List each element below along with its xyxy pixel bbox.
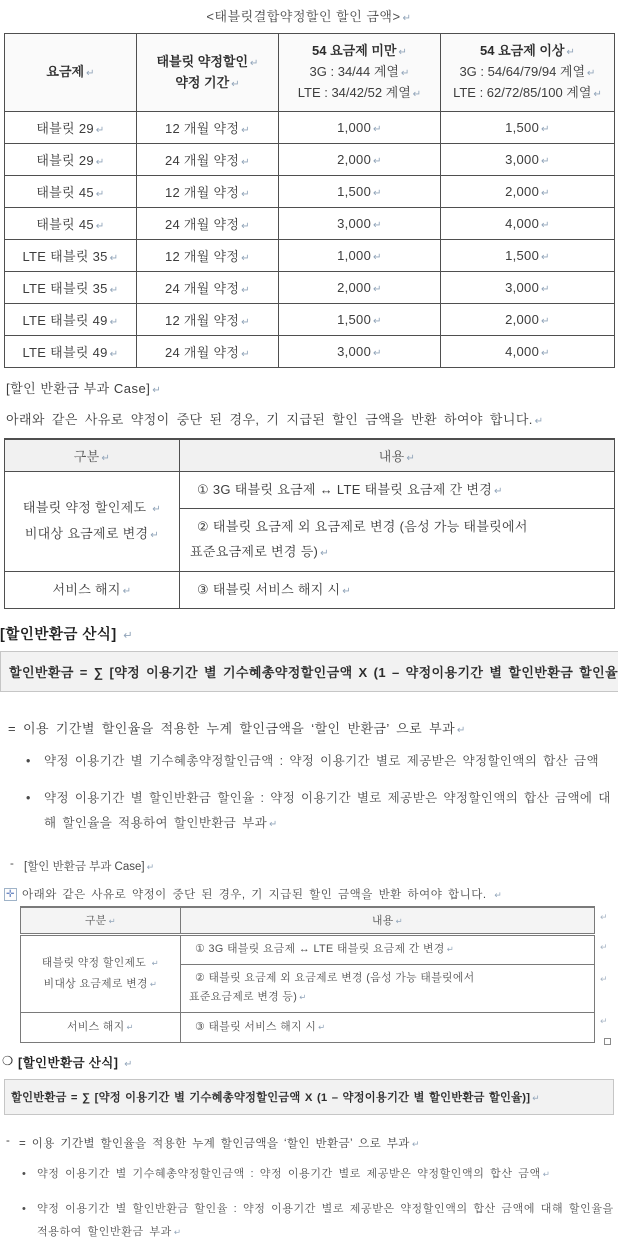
period-cell: 24 개월 약정 ↵ xyxy=(137,144,279,176)
formula-explanation: = 이용 기간별 할인율을 적용한 누계 할인금액을 ‘할인 반환금’ 으로 부과 ↵ xyxy=(8,721,466,737)
paragraph-mark-icon: ↵ xyxy=(95,125,105,136)
row-end-mark-icon: ↵ xyxy=(600,1016,608,1027)
mini-table-wrap xyxy=(20,906,618,1043)
paragraph-mark-icon: ↵ xyxy=(373,188,382,199)
paragraph-mark-icon: ↵ xyxy=(373,348,382,359)
table-row xyxy=(21,1012,595,1042)
paragraph-mark-icon: ↵ xyxy=(241,253,251,264)
formula2-section-heading xyxy=(2,1053,618,1071)
paragraph-mark-icon: ↵ xyxy=(541,156,550,167)
circle-bullet-icon: ❍ xyxy=(2,1053,14,1068)
refund-formula-box: 할인반환금 = ∑ [약정 이용기간 별 기수혜총약정할인금액 X (1 – 약정이용기간 별 할인반환금 할인율 xyxy=(0,651,618,692)
case2-heading-text: [할인 반환금 부과 Case] ↵ xyxy=(24,861,155,874)
paragraph-mark-icon: ↵ xyxy=(151,958,160,969)
header-period: 태블릿 약정할인 ↵ 약정 기간 ↵ xyxy=(137,34,279,112)
case-item-2: ② 태블릿 요금제 외 요금제로 변경 (음성 가능 태블릿에서 표준요금제로 변경 등) ↵ xyxy=(181,964,595,1012)
amount-cell: 3,000 ↵ xyxy=(441,272,615,304)
bullet-text: 약정 이용기간 별 할인반환금 할인율 : 약정 이용기간 별로 제공받은 약정할인액의 합산 금액에 대해 할인율을 적용하여 할인반환금 부과 ↵ xyxy=(44,791,611,831)
amount-cell: 4,000 ↵ xyxy=(441,208,615,240)
header-type: 구분 ↵ xyxy=(5,439,180,471)
service-cell: 서비스 해지 ↵ xyxy=(5,571,180,609)
table-row xyxy=(21,934,595,964)
paragraph-mark-icon: ↵ xyxy=(150,530,160,542)
table-header-row xyxy=(5,34,615,112)
amount-cell: 3,000 ↵ xyxy=(441,144,615,176)
amount-cell: 1,500 ↵ xyxy=(441,240,615,272)
amount-cell: 3,000 ↵ xyxy=(279,208,441,240)
paragraph-mark-icon: ↵ xyxy=(109,317,119,328)
paragraph-mark-icon: ↵ xyxy=(124,1058,133,1070)
period-cell: 12 개월 약정 ↵ xyxy=(137,240,279,272)
paragraph-mark-icon: ↵ xyxy=(152,385,162,396)
paragraph-mark-icon: ↵ xyxy=(373,124,382,135)
case-intro-text: 아래와 같은 사유로 약정이 중단 된 경우, 기 지급된 할인 금액을 반환 하여야 합니다. ↵ xyxy=(6,412,544,427)
paragraph-mark-icon: ↵ xyxy=(494,485,503,497)
period-cell: 12 개월 약정 ↵ xyxy=(137,112,279,144)
paragraph-mark-icon: ↵ xyxy=(86,68,95,80)
table-row xyxy=(5,144,615,176)
amount-cell: 1,500 ↵ xyxy=(279,304,441,336)
table-row xyxy=(5,240,615,272)
paragraph-mark-icon: ↵ xyxy=(299,992,307,1003)
case-section-heading: [할인 반환금 부과 Case] ↵ xyxy=(6,381,162,396)
table-row xyxy=(5,471,615,509)
row-end-mark-icon: ↵ xyxy=(600,942,608,953)
paragraph-mark-icon: ↵ xyxy=(173,1226,182,1237)
bullet-icon: • xyxy=(26,791,31,806)
paragraph-mark-icon: ↵ xyxy=(373,252,382,263)
paragraph-mark-icon: ↵ xyxy=(241,125,251,136)
amount-cell: 2,000 ↵ xyxy=(279,144,441,176)
amount-cell: 4,000 ↵ xyxy=(441,336,615,368)
paragraph-mark-icon: ↵ xyxy=(402,13,412,24)
table-row xyxy=(5,571,615,609)
paragraph-mark-icon: ↵ xyxy=(342,585,352,597)
formula-bullet-1 xyxy=(26,749,618,774)
amount-cell: 1,500 ↵ xyxy=(279,176,441,208)
amount-cell: 1,500 ↵ xyxy=(441,112,615,144)
plan-cell: 태블릿 29 ↵ xyxy=(5,112,137,144)
bullet-icon: • xyxy=(22,1202,27,1215)
formula-section-heading: [할인반환금 산식] ↵ xyxy=(0,627,134,644)
plan-cell: 태블릿 29 ↵ xyxy=(5,144,137,176)
paragraph-mark-icon: ↵ xyxy=(149,978,158,989)
period-cell: 24 개월 약정 ↵ xyxy=(137,336,279,368)
case2-intro-line xyxy=(4,886,618,902)
paragraph-mark-icon: ↵ xyxy=(400,68,410,80)
plan-cell: 태블릿 45 ↵ xyxy=(5,176,137,208)
paragraph-mark-icon: ↵ xyxy=(241,189,251,200)
amount-cell: 2,000 ↵ xyxy=(441,176,615,208)
amount-cell: 1,000 ↵ xyxy=(279,240,441,272)
row-end-mark-icon: ↵ xyxy=(600,912,608,923)
case-item-1: ① 3G 태블릿 요금제 ↔ LTE 태블릿 요금제 간 변경 ↵ xyxy=(180,471,615,509)
formula-bullet-2 xyxy=(26,786,618,836)
period-cell: 12 개월 약정 ↵ xyxy=(137,304,279,336)
paragraph-mark-icon: ↵ xyxy=(241,157,251,168)
paragraph-mark-icon: ↵ xyxy=(95,221,105,232)
case2-heading xyxy=(10,858,618,874)
case-item-3: ③ 태블릿 서비스 해지 시 ↵ xyxy=(180,571,615,609)
paragraph-mark-icon: ↵ xyxy=(373,156,382,167)
paragraph-mark-icon: ↵ xyxy=(532,1092,540,1103)
header-content: 내용 ↵ xyxy=(180,439,615,471)
paragraph-mark-icon: ↵ xyxy=(108,916,117,926)
formula2-heading-text: [할인반환금 산식] ↵ xyxy=(18,1055,133,1070)
plan-cell: LTE 태블릿 35 ↵ xyxy=(5,240,137,272)
paragraph-mark-icon: ↵ xyxy=(406,452,416,464)
formula2-explanation-text: = 이용 기간별 할인율을 적용한 누계 할인금액을 ‘할인 반환금’ 으로 부과 ↵ xyxy=(19,1137,420,1150)
paragraph-mark-icon: ↵ xyxy=(109,253,119,264)
paragraph-mark-icon: ↵ xyxy=(541,188,550,199)
period-cell: 24 개월 약정 ↵ xyxy=(137,272,279,304)
paragraph-mark-icon: ↵ xyxy=(320,547,329,559)
amount-cell: 2,000 ↵ xyxy=(441,304,615,336)
paragraph-mark-icon: ↵ xyxy=(593,88,602,100)
paragraph-mark-icon: ↵ xyxy=(494,890,503,901)
paragraph-mark-icon: ↵ xyxy=(541,220,550,231)
header-over-54: 54 요금제 이상 ↵ 3G : 54/64/79/94 계열 ↵ LTE : 62/72/85/100 계열 ↵ xyxy=(441,34,615,112)
bullet-text: 약정 이용기간 별 할인반환금 할인율 : 약정 이용기간 별로 제공받은 약정할인액의 합산 금액에 대해 할인율을 적용하여 할인반환금 부과 ↵ xyxy=(37,1202,614,1238)
group-cell: 태블릿 약정 할인제도 ↵ 비대상 요금제로 변경 ↵ xyxy=(5,471,180,571)
paragraph-mark-icon: ↵ xyxy=(122,585,132,597)
bullet-icon: • xyxy=(22,1167,27,1180)
paragraph-mark-icon: ↵ xyxy=(109,349,119,360)
table-header-row xyxy=(5,439,615,471)
bullet-text: 약정 이용기간 별 기수혜총약정할인금액 : 약정 이용기간 별로 제공받은 약정할인액의 합산 금액 xyxy=(44,754,600,769)
table-row xyxy=(5,208,615,240)
paragraph-mark-icon: ↵ xyxy=(250,57,259,69)
table-row xyxy=(5,304,615,336)
formula2-bullet-2 xyxy=(22,1198,618,1244)
paragraph-mark-icon: ↵ xyxy=(412,88,422,100)
header-plan: 요금제 ↵ xyxy=(5,34,137,112)
case-item-3: ③ 태블릿 서비스 해지 시 ↵ xyxy=(181,1012,595,1042)
paragraph-mark-icon: ↵ xyxy=(101,452,111,464)
paragraph-mark-icon: ↵ xyxy=(541,252,550,263)
period-cell: 12 개월 약정 ↵ xyxy=(137,176,279,208)
paragraph-mark-icon: ↵ xyxy=(411,1138,420,1149)
paragraph-mark-icon: ↵ xyxy=(373,220,382,231)
paragraph-mark-icon: ↵ xyxy=(457,725,466,737)
formula-box-wrap xyxy=(0,651,618,692)
refund-case-table-small xyxy=(20,906,595,1043)
refund-formula-box-small: 할인반환금 = ∑ [약정 이용기간 별 기수혜총약정할인금액 X (1 – 약정이용기간 별 할인반환금 할인율)] ↵ xyxy=(4,1079,614,1115)
paragraph-mark-icon: ↵ xyxy=(241,221,251,232)
paragraph-mark-icon: ↵ xyxy=(541,284,550,295)
case-item-2: ② 태블릿 요금제 외 요금제로 변경 (음성 가능 태블릿에서 표준요금제로 변경 등) ↵ xyxy=(180,509,615,571)
paragraph-mark-icon: ↵ xyxy=(534,416,544,427)
paragraph-mark-icon: ↵ xyxy=(587,68,596,80)
case2-intro-text: 아래와 같은 사유로 약정이 중단 된 경우, 기 지급된 할인 금액을 반환 하여야 합니다. ↵ xyxy=(22,889,503,902)
dash-icon: - xyxy=(10,858,14,871)
table-row xyxy=(5,272,615,304)
paragraph-mark-icon: ↵ xyxy=(126,1022,134,1032)
plan-cell: LTE 태블릿 49 ↵ xyxy=(5,336,137,368)
table-row xyxy=(5,336,615,368)
paragraph-mark-icon: ↵ xyxy=(541,348,550,359)
table-header-row xyxy=(21,907,595,934)
paragraph-mark-icon: ↵ xyxy=(95,189,105,200)
refund-case-table xyxy=(4,438,615,609)
row-end-mark-icon: ↵ xyxy=(600,974,608,985)
paragraph-mark-icon: ↵ xyxy=(241,317,251,328)
paragraph-mark-icon: ↵ xyxy=(241,349,251,360)
case-item-1: ① 3G 태블릿 요금제 ↔ LTE 태블릿 요금제 간 변경 ↵ xyxy=(181,934,595,964)
paragraph-mark-icon: ↵ xyxy=(541,124,550,135)
paragraph-mark-icon: ↵ xyxy=(446,944,455,955)
bullet-icon: • xyxy=(26,754,31,769)
paragraph-mark-icon: ↵ xyxy=(109,285,119,296)
bullet-text: 약정 이용기간 별 기수혜총약정할인금액 : 약정 이용기간 별로 제공받은 약정할인액의 합산 금액 ↵ xyxy=(37,1167,551,1180)
paragraph-mark-icon: ↵ xyxy=(541,316,550,327)
table-resize-handle-icon[interactable] xyxy=(604,1038,611,1045)
paragraph-mark-icon: ↵ xyxy=(231,78,240,90)
paragraph-mark-icon: ↵ xyxy=(373,284,382,295)
table-row xyxy=(5,112,615,144)
discount-amount-table xyxy=(4,33,615,368)
paragraph-mark-icon: ↵ xyxy=(269,819,278,831)
paragraph-mark-icon: ↵ xyxy=(95,157,105,168)
formula2-bullet-1 xyxy=(22,1163,618,1186)
page-title: <태블릿결합약정할인 할인 금액> ↵ xyxy=(206,9,412,24)
table-move-handle-icon[interactable]: ✛ xyxy=(4,888,17,901)
formula2-explanation-line xyxy=(6,1135,618,1151)
header-type: 구분 ↵ xyxy=(21,907,181,934)
paragraph-mark-icon: ↵ xyxy=(123,630,134,643)
group-cell: 태블릿 약정 할인제도 ↵ 비대상 요금제로 변경 ↵ xyxy=(21,934,181,1012)
plan-cell: LTE 태블릿 35 ↵ xyxy=(5,272,137,304)
plan-cell: 태블릿 45 ↵ xyxy=(5,208,137,240)
paragraph-mark-icon: ↵ xyxy=(241,285,251,296)
header-under-54: 54 요금제 미만 ↵ 3G : 34/44 계열 ↵ LTE : 34/42/52 계열 ↵ xyxy=(279,34,441,112)
dash-icon: - xyxy=(6,1134,11,1147)
paragraph-mark-icon: ↵ xyxy=(146,862,155,873)
header-content: 내용 ↵ xyxy=(181,907,595,934)
paragraph-mark-icon: ↵ xyxy=(395,916,404,926)
paragraph-mark-icon: ↵ xyxy=(318,1021,326,1032)
paragraph-mark-icon: ↵ xyxy=(542,1168,551,1179)
plan-cell: LTE 태블릿 49 ↵ xyxy=(5,304,137,336)
paragraph-mark-icon: ↵ xyxy=(398,47,407,59)
amount-cell: 3,000 ↵ xyxy=(279,336,441,368)
amount-cell: 2,000 ↵ xyxy=(279,272,441,304)
paragraph-mark-icon: ↵ xyxy=(373,316,382,327)
period-cell: 24 개월 약정 ↵ xyxy=(137,208,279,240)
paragraph-mark-icon: ↵ xyxy=(152,504,162,516)
service-cell: 서비스 해지 ↵ xyxy=(21,1012,181,1042)
table-row xyxy=(5,176,615,208)
paragraph-mark-icon: ↵ xyxy=(566,47,575,59)
amount-cell: 1,000 ↵ xyxy=(279,112,441,144)
